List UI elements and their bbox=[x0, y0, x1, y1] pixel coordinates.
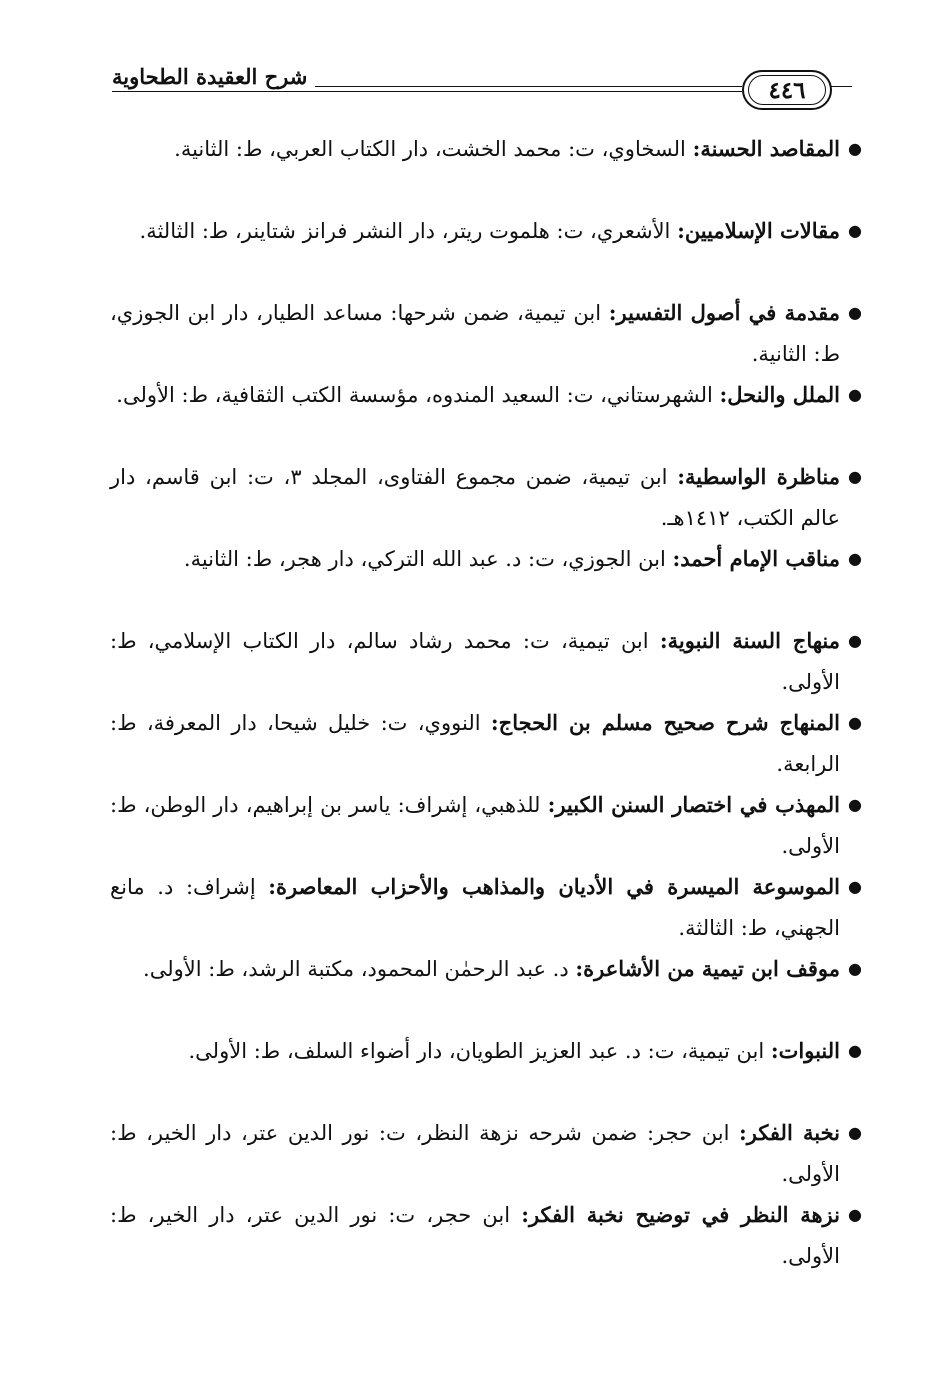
bullet-icon: ● bbox=[848, 549, 862, 568]
bibliography-entry bbox=[110, 210, 862, 292]
bullet-icon: ● bbox=[848, 795, 862, 814]
entry-details: ابن تيمية، ضمن مجموع الفتاوى، المجلد ٣، ت: ابن قاسم، دار عالم الكتب، ١٤١٢هـ. bbox=[110, 465, 840, 530]
header-rule-left-double bbox=[112, 91, 742, 92]
bibliography-entry bbox=[110, 456, 862, 538]
bibliography-list bbox=[110, 128, 862, 1276]
entry-details: ابن حجر: ضمن شرحه نزهة النظر، ت: نور الدين عتر، دار الخير، ط: الأولى. bbox=[110, 1121, 840, 1186]
bullet-icon: ● bbox=[848, 959, 862, 978]
entry-details: ابن الجوزي، ت: د. عبد الله التركي، دار هجر، ط: الثانية. bbox=[183, 547, 673, 571]
entry-title: نزهة النظر في توضيح نخبة الفكر: bbox=[521, 1202, 840, 1227]
entry-details: د. عبد الرحمٰن المحمود، مكتبة الرشد، ط: الأولى. bbox=[143, 957, 576, 981]
entry-title: المنهاج شرح صحيح مسلم بن الحجاج: bbox=[490, 710, 840, 735]
bullet-icon: ● bbox=[848, 713, 862, 732]
entry-title: المهذب في اختصار السنن الكبير: bbox=[547, 792, 840, 817]
entry-title: النبوات: bbox=[770, 1038, 840, 1063]
bibliography-entry bbox=[110, 1030, 862, 1112]
entry-details: ابن حجر، ت: نور الدين عتر، دار الخير، ط: الأولى. bbox=[110, 1203, 840, 1268]
entry-title: مقالات الإسلاميين: bbox=[677, 218, 840, 243]
entry-details: السخاوي، ت: محمد الخشت، دار الكتاب العربي، ط: الثانية. bbox=[174, 137, 693, 161]
entry-title: مقدمة في أصول التفسير: bbox=[608, 300, 840, 325]
entry-details: النووي، ت: خليل شيحا، دار المعرفة، ط: الرابعة. bbox=[110, 711, 840, 776]
bullet-icon: ● bbox=[848, 631, 862, 650]
bullet-icon: ● bbox=[848, 1041, 862, 1060]
entry-title: الملل والنحل: bbox=[719, 382, 840, 407]
bibliography-entry bbox=[110, 784, 862, 866]
entry-details: الشهرستاني، ت: السعيد المندوه، مؤسسة الكتب الثقافية، ط: الأولى. bbox=[116, 383, 720, 407]
bullet-icon: ● bbox=[848, 139, 862, 158]
page-header bbox=[112, 62, 852, 112]
bullet-icon: ● bbox=[848, 221, 862, 240]
entry-details: ابن تيمية، ت: د. عبد العزيز الطويان، دار أضواء السلف، ط: الأولى. bbox=[188, 1039, 771, 1063]
entry-details: للذهبي، إشراف: ياسر بن إبراهيم، دار الوطن، ط: الأولى. bbox=[110, 793, 840, 858]
bullet-icon: ● bbox=[848, 385, 862, 404]
entry-details: ابن تيمية، ضمن شرحها: مساعد الطيار، دار ابن الجوزي، ط: الثانية. bbox=[110, 301, 840, 366]
bibliography-entry bbox=[110, 620, 862, 702]
bibliography-entry bbox=[110, 128, 862, 210]
bibliography-entry bbox=[110, 702, 862, 784]
bullet-icon: ● bbox=[848, 467, 862, 486]
bibliography-entry bbox=[110, 1194, 862, 1276]
running-title: شرح العقيدة الطحاوية bbox=[112, 64, 315, 89]
entry-title: مناظرة الواسطية: bbox=[677, 464, 840, 489]
bibliography-entry bbox=[110, 866, 862, 948]
entry-details: إشراف: د. مانع الجهني، ط: الثالثة. bbox=[110, 875, 840, 940]
entry-title: الموسوعة الميسرة في الأديان والمذاهب والأحزاب المعاصرة: bbox=[268, 874, 840, 899]
bibliography-entry bbox=[110, 292, 862, 374]
page-number-badge bbox=[742, 70, 832, 110]
bullet-icon: ● bbox=[848, 303, 862, 322]
entry-title: منهاج السنة النبوية: bbox=[659, 628, 841, 653]
bibliography-entry bbox=[110, 948, 862, 1030]
bullet-icon: ● bbox=[848, 1205, 862, 1224]
bibliography-entry bbox=[110, 374, 862, 456]
bullet-icon: ● bbox=[848, 1123, 862, 1142]
bibliography-entry bbox=[110, 1112, 862, 1194]
entry-title: موقف ابن تيمية من الأشاعرة: bbox=[575, 956, 840, 981]
entry-title: المقاصد الحسنة: bbox=[692, 136, 840, 161]
entry-title: نخبة الفكر: bbox=[738, 1120, 840, 1145]
entry-details: الأشعري، ت: هلموت ريتر، دار النشر فرانز شتاينر، ط: الثالثة. bbox=[139, 219, 678, 243]
page-number: ٤٤٦ bbox=[768, 76, 806, 104]
bullet-icon: ● bbox=[848, 877, 862, 896]
entry-details: ابن تيمية، ت: محمد رشاد سالم، دار الكتاب الإسلامي، ط: الأولى. bbox=[110, 629, 840, 694]
entry-title: مناقب الإمام أحمد: bbox=[672, 546, 840, 571]
bibliography-entry bbox=[110, 538, 862, 620]
